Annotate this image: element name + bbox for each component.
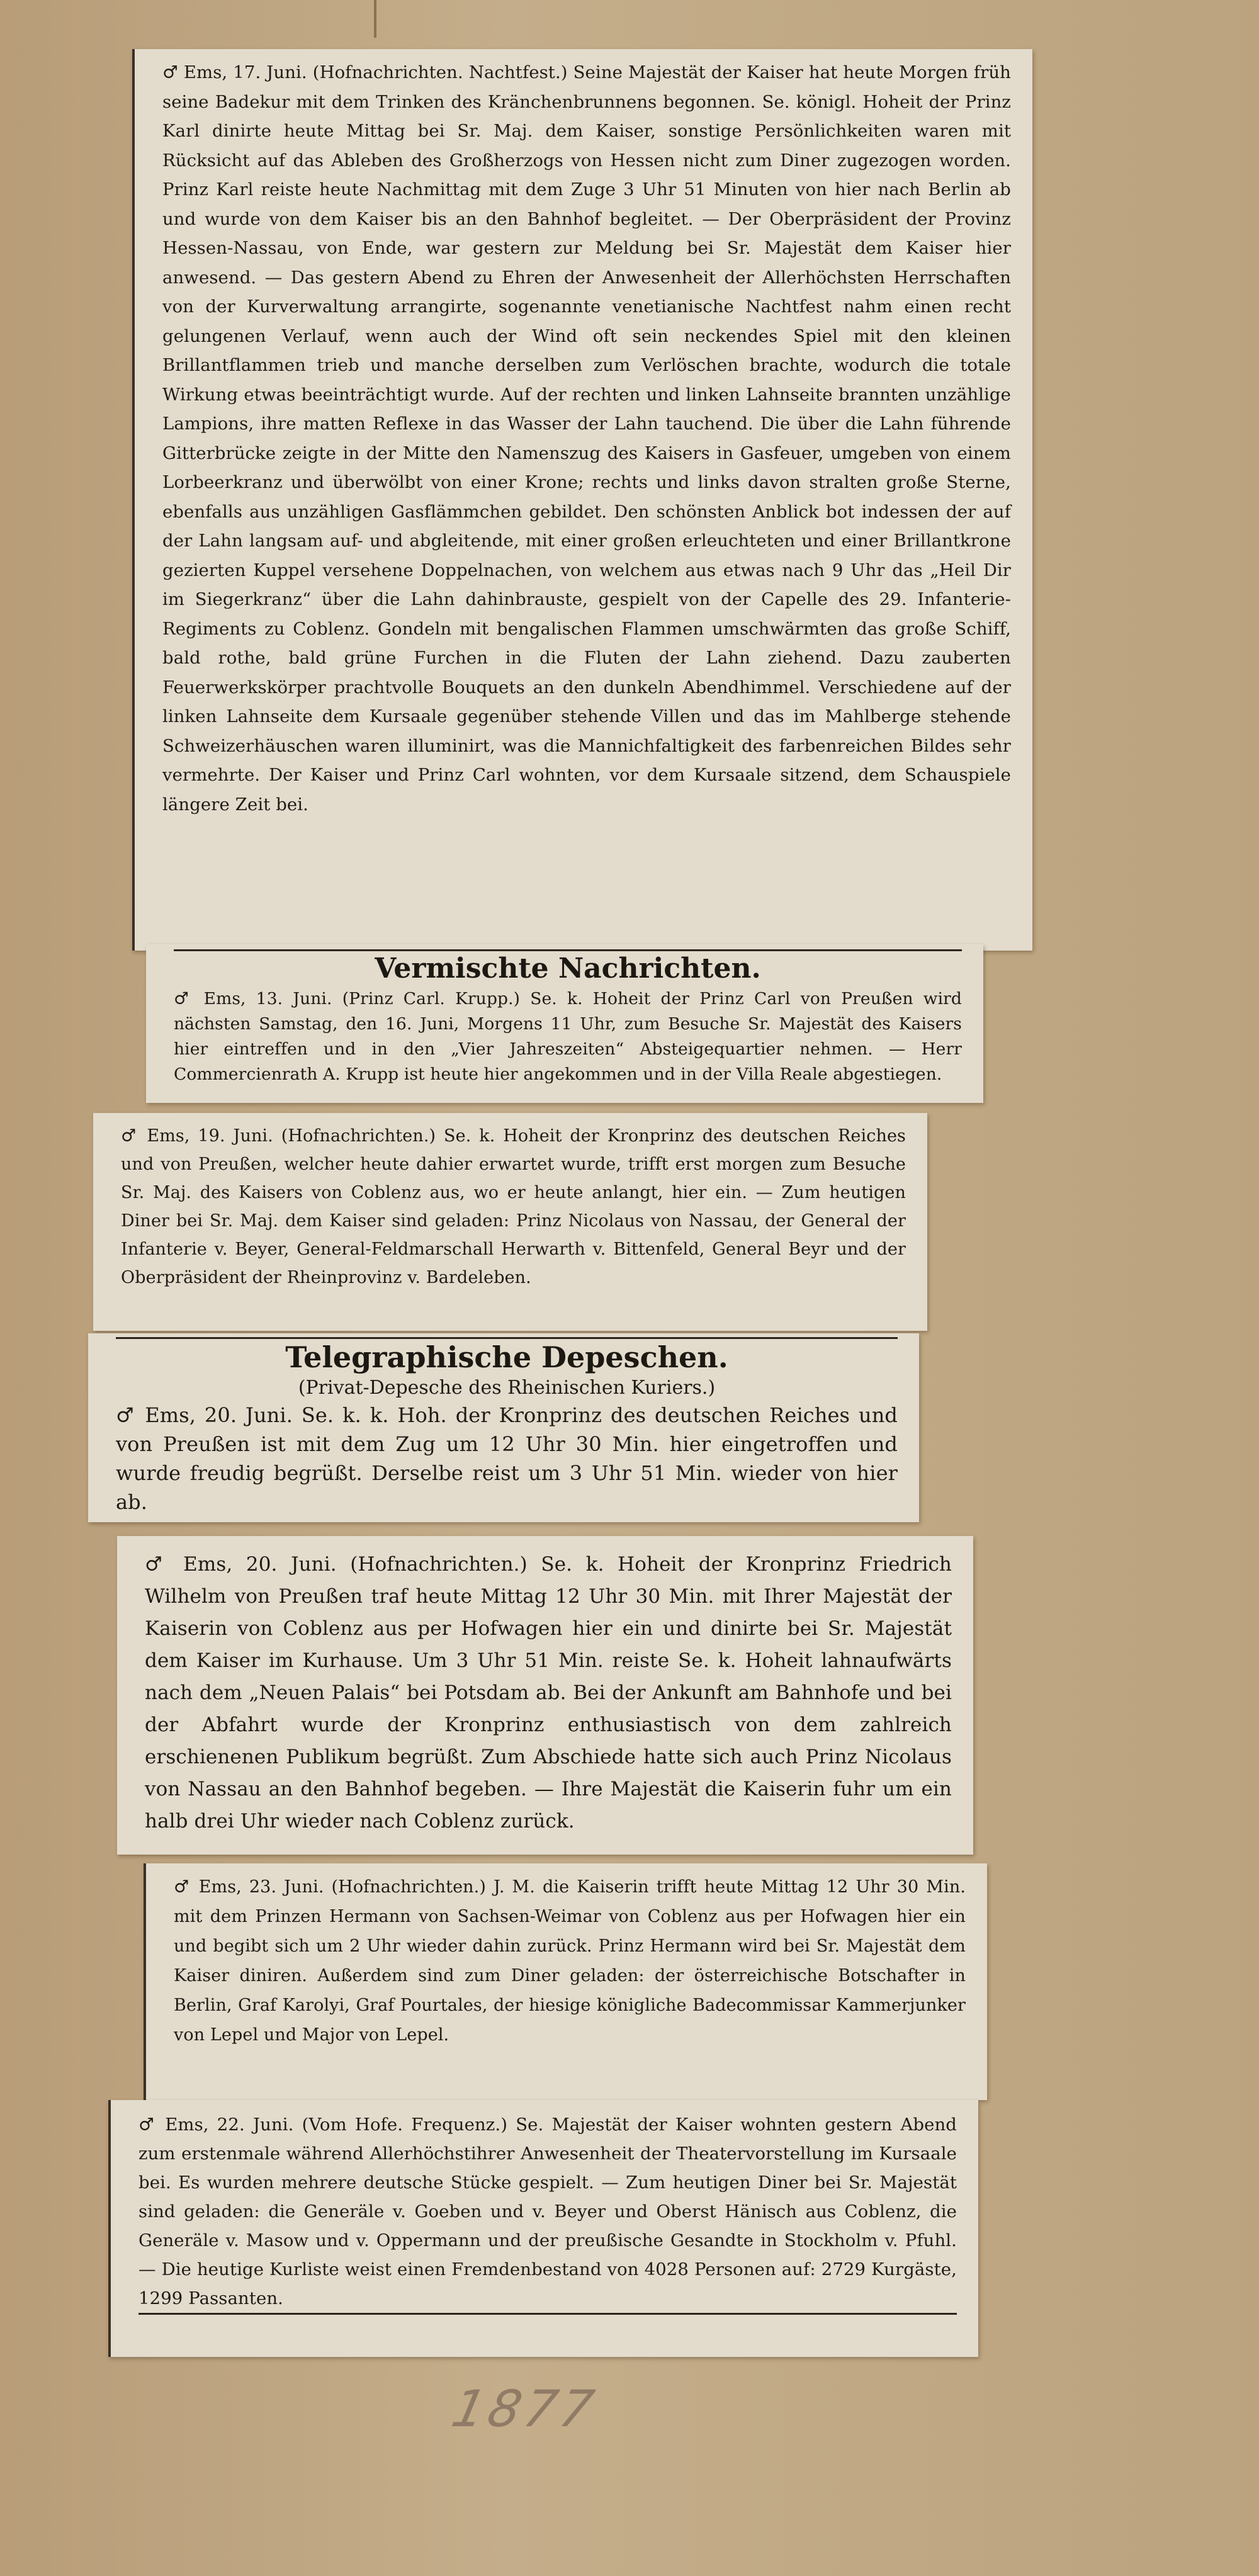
handwritten-year: 1877 — [446, 2380, 603, 2438]
section-subheading: (Privat-Depesche des Rheinischen Kuriers.) — [298, 1377, 716, 1399]
page-fold-mark — [374, 0, 376, 38]
clipping-text: ♂ Ems, 23. Juni. (Hofnachrichten.) J. M. die Kaiserin trifft heute Mittag 12 Uhr 30 Min. mit dem Prinzen Hermann von Sachsen-Weimar von Coblenz aus per Hofwagen hier ein und begibt sich um 2 Uhr wieder dahin zurück. Prinz Hermann wird bei Sr. Majestät dem Kaiser diniren. Außerdem sind zum Diner geladen: der österreichische Botschafter in Berlin, Graf Karolyi, Graf Pourtales, der hiesige königliche Badecommissar Kammerjunker von Lepel und Major von Lepel. — [174, 1877, 966, 2045]
section-heading: Telegraphische Depeschen. — [116, 1337, 898, 1376]
clipping-telegraphische-depeschen — [88, 1333, 919, 1522]
clipping-text: ♂ Ems, 13. Juni. (Prinz Carl. Krupp.) Se. k. Hoheit der Prinz Carl von Preußen wird nächsten Samstag, den 16. Juni, Morgens 11 Uhr, zum Besuche Sr. Majestät des Kaisers hier eintreffen und in den „Vier Jahreszeiten“ Absteigequartier nehmen. — Herr Commercienrath A. Krupp ist heute hier angekommen und in der Villa Reale abgestiegen. — [174, 989, 962, 1084]
clipping-text: ♂ Ems, 20. Juni. (Hofnachrichten.) Se. k. Hoheit der Kronprinz Friedrich Wilhelm von Preußen traf heute Mittag 12 Uhr 30 Min. mit Ihrer Majestät der Kaiserin von Coblenz aus per Hofwagen hier ein und dinirte bei Sr. Majestät dem Kaiser im Kurhause. Um 3 Uhr 51 Min. reiste Se. k. Hoheit lahnaufwärts nach dem „Neuen Palais“ bei Potsdam ab. Bei der Ankunft am Bahnhofe und bei der Abfahrt wurde der Kronprinz enthusiastisch von dem zahlreich erschienenen Publikum begrüßt. Zum Abschiede hatte sich auch Prinz Nicolaus von Nassau an den Bahnhof begeben. — Ihre Majestät die Kaiserin fuhr um ein halb drei Uhr wieder nach Coblenz zurück. — [145, 1553, 952, 1833]
clipping-hofnachrichten-19-juni — [93, 1113, 927, 1331]
clipping-hofnachrichten-nachtfest — [132, 49, 1032, 951]
clipping-hofnachrichten-23-juni — [144, 1863, 987, 2100]
clipping-text: ♂ Ems, 22. Juni. (Vom Hofe. Frequenz.) Se. Majestät der Kaiser wohnten gestern Abend zum erstenmale während Allerhöchstihrer Anwesenheit der Theatervorstellung im Kursaale bei. Es wurden mehrere deutsche Stücke gespielt. — Zum heutigen Diner bei Sr. Majestät sind geladen: die Generäle v. Goeben und v. Beyer und Oberst Hänisch aus Coblenz, die Generäle v. Masow und v. Oppermann und der preußische Gesandte in Stockholm v. Pfuhl. — Die heutige Kurliste weist einen Fremdenbestand von 4028 Personen auf: 2729 Kurgäste, 1299 Passanten. — [138, 2110, 957, 2315]
clipping-hofnachrichten-20-juni — [117, 1536, 973, 1855]
clipping-vermischte-nachrichten — [146, 944, 983, 1103]
clipping-text: ♂ Ems, 17. Juni. (Hofnachrichten. Nachtfest.) Seine Majestät der Kaiser hat heute Morgen früh seine Badekur mit dem Trinken des Kränchenbrunnens begonnen. Se. königl. Hoheit der Prinz Karl dinirte heute Mittag bei Sr. Maj. dem Kaiser, sonstige Persönlichkeiten waren mit Rücksicht auf das Ableben des Großherzogs von Hessen nicht zum Diner zugezogen worden. Prinz Karl reiste heute Nachmittag mit dem Zuge 3 Uhr 51 Minuten von hier nach Berlin ab und wurde von dem Kaiser bis an den Bahnhof begleitet. — Der Oberpräsident der Provinz Hessen-Nassau, von Ende, war gestern zur Meldung bei Sr. Majestät dem Kaiser hier anwesend. — Das gestern Abend zu Ehren der Anwesenheit der Allerhöchsten Herrschaften von der Kurverwaltung arrangirte, sogenannte venetianische Nachtfest nahm einen recht gelungenen Verlauf, wenn auch der Wind oft sein neckendes Spiel mit den kleinen Brillantflammen trieb und manche derselben zum Verlöschen brachte, wodurch die totale Wirkung etwas beeinträchtigt wurde. Auf der rechten und linken Lahnseite brannten unzählige Lampions, ihre matten Reflexe in das Wasser der Lahn tauchend. Die über die Lahn führende Gitterbrücke zeigte in der Mitte den Namenszug des Kaisers in Gasfeuer, umgeben von einem Lorbeerkranz und überwölbt von einer Krone; rechts und links davon stralten große Sterne, ebenfalls aus unzähligen Gasflämmchen gebildet. Den schönsten Anblick bot indessen der auf der Lahn langsam auf- und abgleitende, mit einer großen erleuchteten und einer Brillantkrone gezierten Kuppel versehene Doppelnachen, von welchem aus etwas nach 9 Uhr das „Heil Dir im Siegerkranz“ über die Lahn dahinbrauste, gespielt von der Capelle des 29. Infanterie-Regiments zu Coblenz. Gondeln mit bengalischen Flammen umschwärmten das große Schiff, bald rothe, bald grüne Furchen in die Fluten der Lahn ziehend. Dazu zauberten Feuerwerkskörper prachtvolle Bouquets an den dunkeln Abendhimmel. Verschiedene auf der linken Lahnseite dem Kursaale gegenüber stehende Villen und das im Mahlberge stehende Schweizerhäuschen waren illuminirt, was die Mannichfaltigkeit des farbenreichen Bildes sehr vermehrte. Der Kaiser und Prinz Carl wohnten, vor dem Kursaale sitzend, dem Schauspiele längere Zeit bei. — [162, 62, 1011, 815]
clipping-vom-hofe-frequenz — [108, 2100, 978, 2357]
section-heading: Vermischte Nachrichten. — [174, 949, 962, 986]
clipping-text: ♂ Ems, 19. Juni. (Hofnachrichten.) Se. k. Hoheit der Kronprinz des deutschen Reiches und von Preußen, welcher heute dahier erwartet wurde, trifft erst morgen zum Besuche Sr. Maj. des Kaisers von Coblenz aus, wo er heute anlangt, hier ein. — Zum heutigen Diner bei Sr. Maj. dem Kaiser sind geladen: Prinz Nicolaus von Nassau, der General der Infanterie v. Beyer, General-Feldmarschall Herwarth v. Bittenfeld, General Beyr und der Oberpräsident der Rheinprovinz v. Bardeleben. — [121, 1126, 906, 1287]
clipping-text: ♂ Ems, 20. Juni. Se. k. k. Hoh. der Kronprinz des deutschen Reiches und von Preußen ist mit dem Zug um 12 Uhr 30 Min. hier eingetroffen und wurde freudig begrüßt. Derselbe reist um 3 Uhr 51 Min. wieder von hier ab. — [116, 1403, 898, 1514]
